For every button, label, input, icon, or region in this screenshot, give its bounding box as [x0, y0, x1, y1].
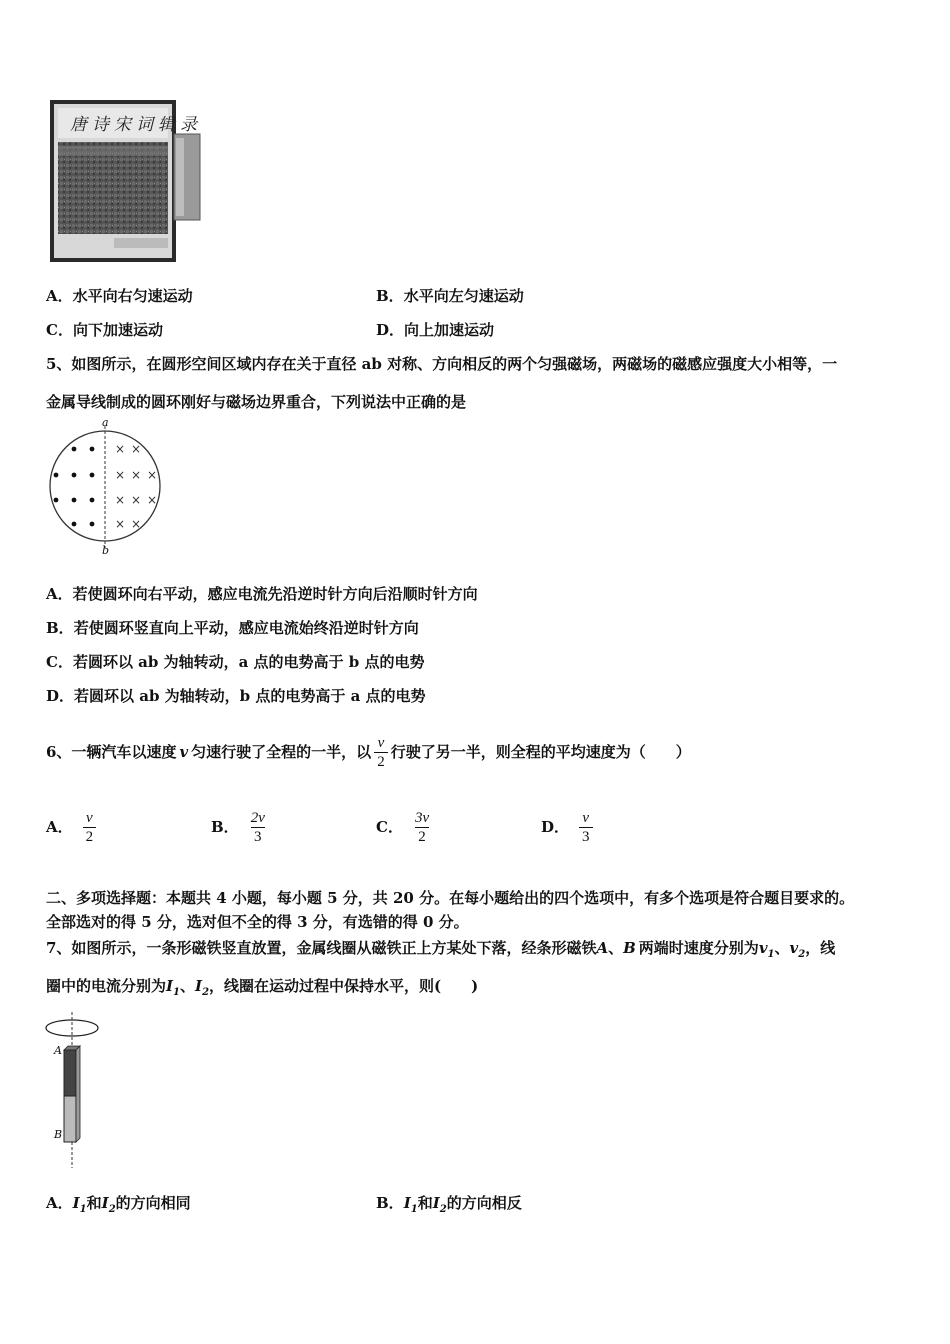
svg-text:×: × [131, 493, 142, 507]
option-text: 若使圆环竖直向上平动，感应电流始终沿逆时针方向 [73, 619, 419, 637]
option-text: 若圆环以 ab 为轴转动，a 点的电势高于 b 点的电势 [72, 653, 425, 671]
option-letter: A． [46, 585, 73, 603]
option-fraction [249, 809, 267, 846]
svg-text:×: × [131, 468, 142, 482]
i2 [432, 1194, 447, 1215]
i-symbol: I [403, 1194, 411, 1212]
q5-option-b[interactable] [46, 618, 419, 638]
i2 [195, 977, 210, 998]
q6-stem-mid: 匀速行驶了全程的一半，以 [191, 743, 372, 761]
option-text: 水平向右匀速运动 [72, 287, 193, 305]
option-text: 若圆环以 ab 为轴转动，b 点的电势高于 a 点的电势 [74, 687, 426, 705]
svg-text:×: × [131, 442, 142, 456]
q7-stem-b: 两端时速度分别为 [638, 939, 759, 957]
q5-option-d[interactable] [46, 686, 426, 706]
svg-text:×: × [131, 517, 142, 531]
svg-text:×: × [115, 493, 126, 507]
svg-text:×: × [115, 468, 126, 482]
book-title: 唐诗宋词辑录 [70, 115, 202, 135]
i-symbol: I [195, 977, 203, 995]
option-letter: A． [46, 287, 73, 305]
option-text: 向下加速运动 [72, 321, 163, 339]
option-fraction [413, 809, 431, 846]
q4-option-a[interactable] [46, 286, 193, 306]
section2-line2: 全部选对的得 5 分，选对但不全的得 3 分，有选错的得 0 分。 [46, 913, 469, 931]
q5-stem-line2: 金属导线制成的圆环刚好与磁场边界重合，下列说法中正确的是 [46, 393, 467, 411]
fraction-numerator: v [582, 809, 590, 826]
magnetic-field-circle-figure [46, 420, 168, 560]
q6-option-c[interactable] [376, 804, 434, 850]
q7-option-b[interactable] [376, 1193, 522, 1220]
fraction-denominator: 3 [251, 827, 265, 846]
subscript-2: 2 [439, 1204, 447, 1215]
label-magnet-a: A [54, 1044, 62, 1057]
sep: 、 [608, 939, 624, 957]
svg-text:×: × [115, 442, 126, 456]
option-text: 水平向左匀速运动 [403, 287, 524, 305]
and-text: 和 [86, 1194, 102, 1212]
q7-option-a[interactable] [46, 1193, 191, 1220]
label-a: a [102, 416, 109, 429]
option-letter: D． [376, 321, 405, 339]
half-velocity-fraction [374, 734, 388, 771]
q6-option-b[interactable] [211, 804, 270, 850]
q4-option-d[interactable] [376, 320, 494, 340]
i2 [101, 1194, 116, 1215]
option-letter: D． [46, 687, 75, 705]
option-letter: A． [46, 1194, 73, 1212]
i-symbol: I [101, 1194, 109, 1212]
var-b: B [623, 939, 636, 957]
option-letter: B． [211, 818, 239, 836]
option-letter: D． [541, 818, 570, 836]
q7-stem-line2-a: 圈中的电流分别为 [46, 977, 167, 995]
option-text: 若使圆环向右平动，感应电流先沿逆时针方向后沿顺时针方向 [72, 585, 478, 603]
i1 [166, 977, 181, 998]
option-fraction [579, 809, 593, 846]
option-text: 的方向相反 [446, 1194, 522, 1212]
option-text: 的方向相同 [115, 1194, 191, 1212]
subscript-1: 1 [79, 1204, 87, 1215]
svg-text:×: × [147, 493, 158, 507]
fraction-numerator: v [377, 734, 385, 751]
var-a: A [596, 939, 609, 957]
fraction-denominator: 3 [579, 827, 593, 846]
option-fraction [83, 809, 97, 846]
i-symbol: I [72, 1194, 80, 1212]
subscript-1: 1 [173, 987, 181, 998]
fraction-numerator: v [86, 809, 93, 826]
fraction-denominator: 2 [415, 827, 429, 846]
velocity-var: v [179, 743, 189, 761]
fraction-denominator: 2 [374, 752, 388, 771]
q7-stem-line2-b: ，线圈在运动过程中保持水平，则( ) [209, 977, 479, 995]
label-magnet-b: B [54, 1128, 63, 1141]
option-letter: B． [46, 619, 74, 637]
subscript-1: 1 [767, 949, 775, 960]
sep: 、 [180, 977, 196, 995]
option-letter: B． [376, 287, 404, 305]
svg-text:×: × [147, 468, 158, 482]
i1 [403, 1194, 418, 1215]
v-symbol: v [758, 939, 768, 957]
q5-option-a[interactable] [46, 584, 478, 604]
option-letter: C． [376, 818, 403, 836]
q6-stem-post: 行驶了另一半，则全程的平均速度为（ ） [390, 743, 691, 761]
and-text: 和 [417, 1194, 433, 1212]
q6-option-a[interactable] [46, 804, 99, 850]
i-symbol: I [432, 1194, 440, 1212]
subscript-2: 2 [202, 987, 210, 998]
option-letter: C． [46, 653, 73, 671]
option-letter: C． [46, 321, 73, 339]
subscript-2: 2 [108, 1204, 116, 1215]
option-letter: B． [376, 1194, 404, 1212]
q7-stem-line1 [46, 938, 835, 965]
option-text: 向上加速运动 [404, 321, 495, 339]
fraction-numerator: 2v [250, 809, 265, 826]
subscript-2: 2 [798, 949, 806, 960]
v-symbol: v [789, 939, 799, 957]
label-b: b [102, 544, 110, 557]
q6-stem-pre: 6、一辆汽车以速度 [46, 743, 177, 761]
fraction-numerator: 3v [414, 809, 430, 826]
q4-option-c[interactable] [46, 320, 163, 340]
bar-magnet-coil-figure [40, 1012, 110, 1172]
q5-stem-line1: 5、如图所示，在圆形空间区域内存在关于直径 ab 对称、方向相反的两个匀强磁场，两磁场的磁感应强度大小相等，一 [46, 355, 838, 373]
subscript-1: 1 [410, 1204, 418, 1215]
q7-stem-c: ，线 [805, 939, 836, 957]
q5-option-c[interactable] [46, 652, 424, 672]
svg-text:×: × [115, 517, 126, 531]
fraction-denominator: 2 [83, 827, 97, 846]
i1 [72, 1194, 87, 1215]
q7-stem-a: 7、如图所示，一条形磁铁竖直放置，金属线圈从磁铁正上方某处下落，经条形磁铁 [46, 939, 597, 957]
sep: 、 [774, 939, 790, 957]
option-letter: A． [46, 818, 73, 836]
i-symbol: I [166, 977, 174, 995]
v2 [789, 939, 806, 960]
v1 [758, 939, 775, 960]
section2-line1: 二、多项选择题：本题共 4 小题，每小题 5 分，共 20 分。在每小题给出的四个选项中，有多个选项是符合题目要求的。 [46, 889, 855, 907]
q4-option-b[interactable] [376, 286, 524, 306]
q7-stem-line2 [46, 976, 478, 1003]
q6-option-d[interactable] [541, 804, 596, 850]
q6-stem [46, 722, 691, 782]
